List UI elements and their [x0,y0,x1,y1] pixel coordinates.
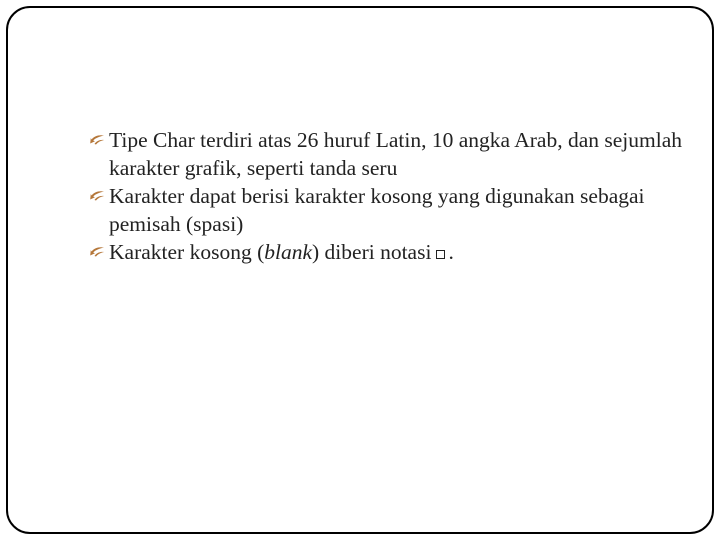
reflex-bullet-icon [90,190,105,202]
reflex-bullet-icon [90,134,105,146]
bullet-item-1 [88,126,688,182]
blank-term: blank [264,240,313,264]
bullet-list [88,126,688,266]
bullet-item-3 [88,238,688,266]
bullet-text-end: . [448,240,454,264]
bullet-text: Karakter dapat berisi karakter kosong yang digunakan sebagai pemisah (spasi) [109,184,645,236]
bullet-text: Tipe Char terdiri atas 26 huruf Latin, 10 angka Arab, dan sejumlah karakter grafik, seperti tanda seru [109,128,683,180]
bullet-text [109,240,454,264]
reflex-bullet-icon [90,246,105,258]
bullet-text-after: ) diberi notasi [312,240,432,264]
slide-frame [6,6,714,534]
bullet-text-before: Karakter kosong ( [109,240,265,264]
bullet-item-2 [88,182,688,238]
square-notation-icon [436,250,445,259]
